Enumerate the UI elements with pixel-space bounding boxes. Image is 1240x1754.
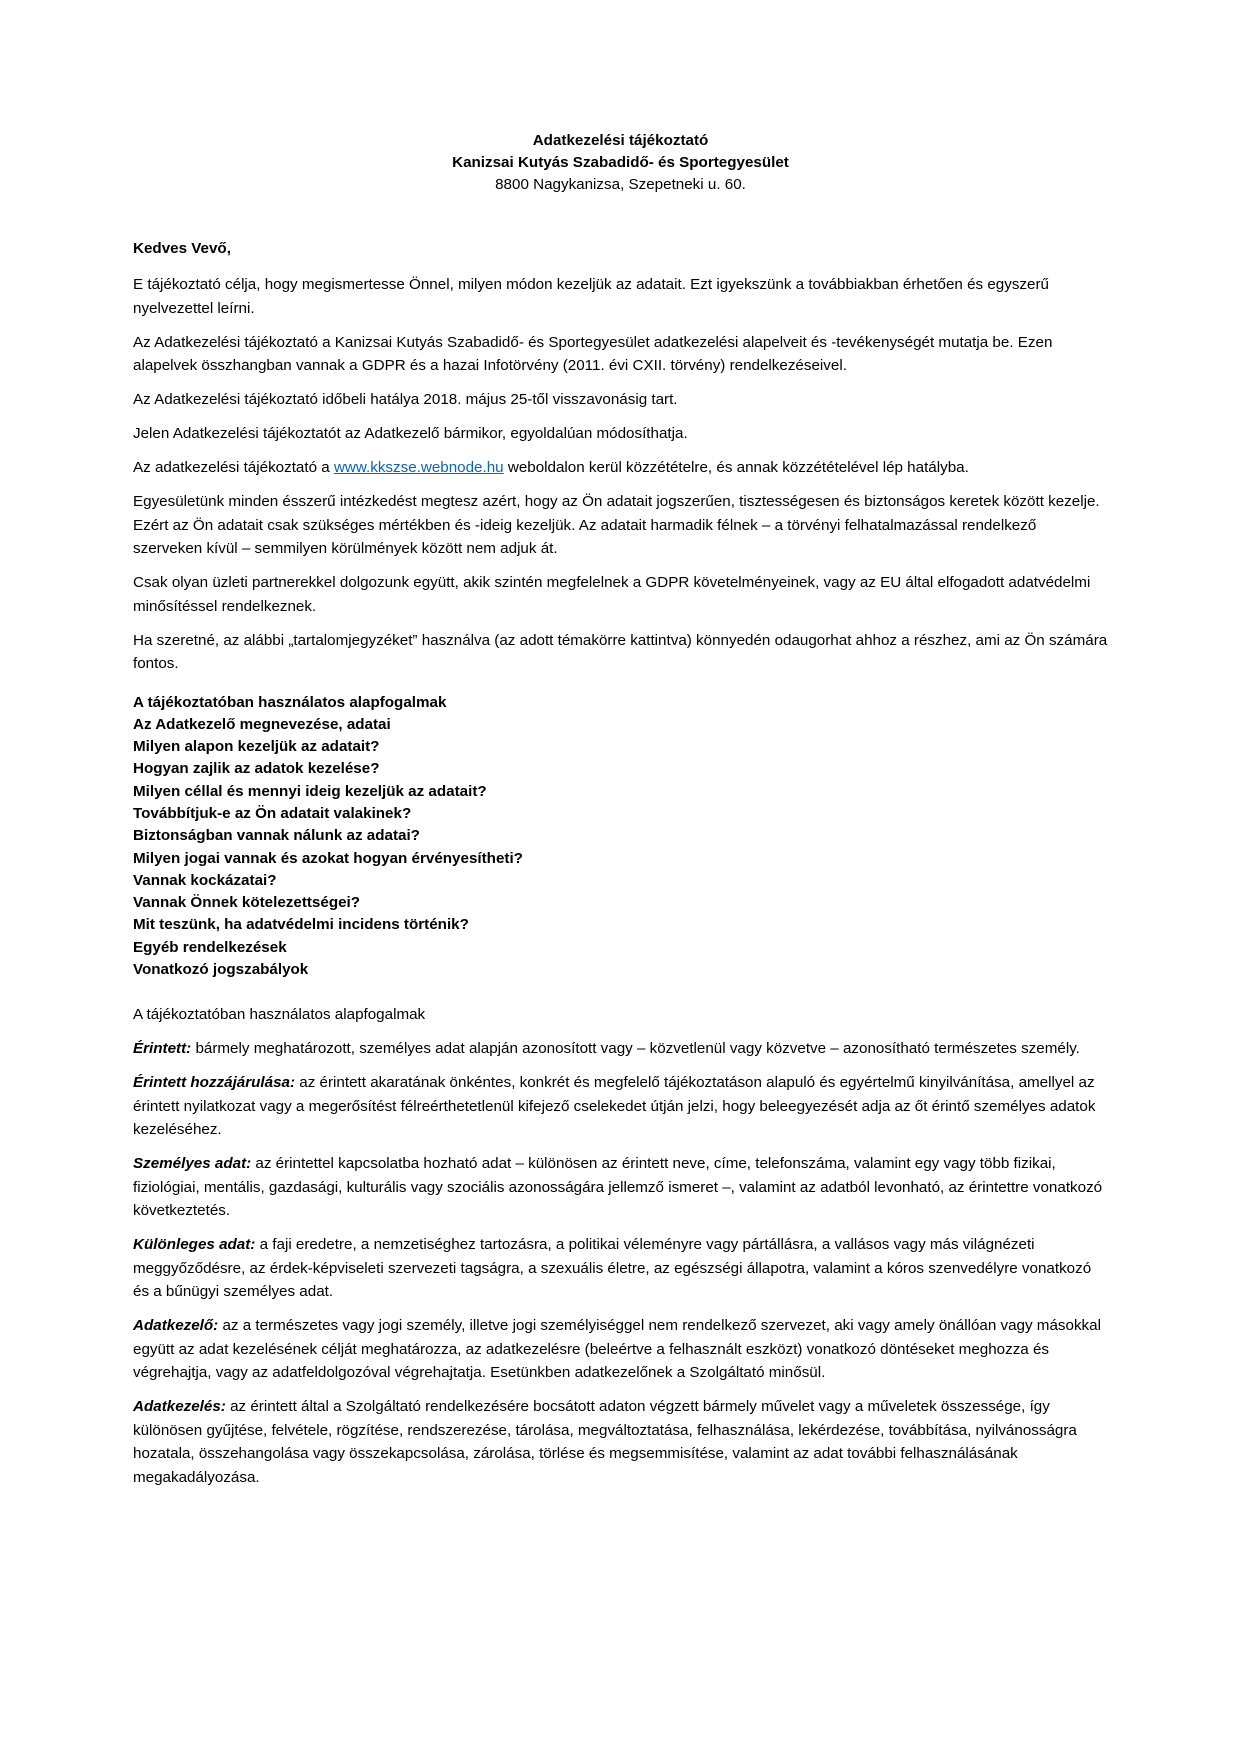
definition-text: az érintett akaratának önkéntes, konkrét és megfelelő tájékoztatáson alapuló és egyértelmű kinyilvánítása, amellyel az érintett nyilatkozat vagy a megerősítést félreérthetetlenül kifejező cselekedet útján jelzi, hogy beleegyezését adja az őt érintő személyes adatok kezeléséhez. [133, 1074, 1096, 1139]
definition-term: Érintett hozzájárulása: [133, 1074, 296, 1092]
definition-adatkezeles [133, 1395, 1108, 1489]
toc-item-biztonsagban[interactable]: Biztonságban vannak nálunk az adatai? [133, 827, 420, 845]
definition-text: a faji eredetre, a nemzetiséghez tartozásra, a politikai véleményre vagy pártállásra, a vallásos vagy más világnézeti meggyőződésre, az érdek-képviseleti szervezeti tagságra, a szexuális életre, az egészségi állapotra, valamint a kóros szenvedélyre vonatkozó és a bűnügyi személyes adat. [133, 1236, 1092, 1301]
toc-item-kotelezettsegei[interactable]: Vannak Önnek kötelezettségei? [133, 894, 361, 912]
toc-item-hogyan-zajlik[interactable]: Hogyan zajlik az adatok kezelése? [133, 760, 380, 778]
toc-item-adatkezelo-megnevezese[interactable]: Az Adatkezelő megnevezése, adatai [133, 715, 391, 733]
greeting-text: Kedves Vevő, [133, 240, 231, 257]
intro-paragraph-3: Az Adatkezelési tájékoztató időbeli hatálya 2018. május 25-től visszavonásig tart. [133, 391, 678, 408]
website-link[interactable]: www.kkszse.webnode.hu [333, 459, 504, 476]
intro-paragraph-2: Az Adatkezelési tájékoztató a Kanizsai Kutyás Szabadidő- és Sportegyesület adatkezelési alapelveit és -tevékenységét mutatja be. Ezen alapelvek összhangban vannak a GDPR és a hazai Infotörvény (2011. évi CXII. törvény) rendelkezéseivel. [133, 333, 1053, 374]
doc-title: Adatkezelési tájékoztató [532, 132, 709, 149]
definition-term: Adatkezelő: [133, 1317, 219, 1335]
definition-text: az érintettel kapcsolatba hozható adat – különösen az érintett neve, címe, telefonszáma, valamint egy vagy több fizikai, fiziológiai, mentális, gazdasági, kulturális vagy szociális azonosságára jellemző ismeret –, valamint az adatból levonható, az érintettre vonatkozó következtetés. [133, 1155, 1103, 1220]
definition-term: Adatkezelés: [133, 1398, 226, 1416]
toc-item-tovabbitjuk-e[interactable]: Továbbítjuk-e az Ön adatait valakinek? [133, 804, 412, 822]
toc-item-alapfogalmak[interactable]: A tájékoztatóban használatos alapfogalmak [133, 693, 447, 711]
definition-kulonleges-adat [133, 1233, 1108, 1304]
section-heading-alapfogalmak: A tájékoztatóban használatos alapfogalmak [133, 1006, 426, 1024]
link-paragraph-before: Az adatkezelési tájékoztató a [133, 459, 334, 476]
definition-adatkezelo [133, 1314, 1108, 1385]
toc-item-milyen-jogai[interactable]: Milyen jogai vannak és azokat hogyan érvényesítheti? [133, 849, 523, 867]
toc-item-vonatkozo-jogszabalyok[interactable]: Vonatkozó jogszabályok [133, 961, 309, 979]
definition-term: Személyes adat: [133, 1155, 252, 1173]
toc-item-egyeb-rendelkezesek[interactable]: Egyéb rendelkezések [133, 938, 287, 956]
definition-term: Különleges adat: [133, 1236, 256, 1254]
link-paragraph-after: weboldalon kerül közzétételre, és annak közzétételével lép hatályba. [503, 459, 969, 476]
table-of-contents [133, 692, 1108, 982]
link-paragraph [133, 456, 1108, 480]
body-paragraph-2: Csak olyan üzleti partnerekkel dolgozunk együtt, akik szintén megfelelnek a GDPR követelményeinek, vagy az EU által elfogadott adatvédelmi minősítéssel rendelkeznek. [133, 574, 1091, 615]
toc-item-adatvedelmi-incidens[interactable]: Mit teszünk, ha adatvédelmi incidens történik? [133, 916, 469, 934]
document-header [133, 130, 1108, 196]
toc-item-vannak-kockazatai[interactable]: Vannak kockázatai? [133, 871, 277, 889]
definition-text: az a természetes vagy jogi személy, illetve jogi személyiséggel nem rendelkező szervezet, aki vagy amely önállóan vagy másokkal együtt az adat kezelésének célját meghatározza, az adatkezelésre (beleértve a felhasznált eszközt) vonatkozó döntéseket meghozza és végrehajtja, vagy az adatfeldolgozóval végrehajtatja. Esetünkben adatkezelőnek a Szolgáltató minősül. [133, 1317, 1101, 1382]
toc-item-milyen-alapon[interactable]: Milyen alapon kezeljük az adatait? [133, 738, 380, 756]
body-paragraph-1: Egyesületünk minden ésszerű intézkedést megtesz azért, hogy az Ön adatait jogszerűen, tisztességesen és biztonságos keretek között kezelje. Ezért az Ön adatait csak szükséges mértékben és -ideig kezeljük. Az adatait harmadik félnek – a törvényi felhatalmazással rendelkező szerveken kívül – semmilyen körülmények között nem adjuk át. [133, 493, 1100, 557]
definition-term: Érintett: [133, 1040, 192, 1058]
toc-item-milyen-cellal[interactable]: Milyen céllal és mennyi ideig kezeljük az adatait? [133, 782, 487, 800]
definition-text: az érintett által a Szolgáltató rendelkezésére bocsátott adaton végzett bármely művelet vagy a műveletek összessége, így különösen gyűjtése, felvétele, rögzítése, rendszerezése, tárolása, megváltoztatása, felhasználása, lekérdezése, továbbítása, nyilvánosságra hozatala, összehangolása vagy összekapcsolása, zárolása, törlése és megsemmisítése, valamint az adat további felhasználásának megakadályozása. [133, 1398, 1077, 1486]
definition-erintett-hozzajarulasa [133, 1071, 1108, 1142]
doc-address: 8800 Nagykanizsa, Szepetneki u. 60. [495, 176, 746, 193]
definition-erintett [133, 1037, 1108, 1061]
body-paragraph-3: Ha szeretné, az alábbi „tartalomjegyzéket” használva (az adott témakörre kattintva) könnyedén odaugorhat ahhoz a részhez, ami az Ön számára fontos. [133, 631, 1108, 672]
intro-paragraph-4: Jelen Adatkezelési tájékoztatót az Adatkezelő bármikor, egyoldalúan módosíthatja. [133, 425, 688, 442]
intro-paragraph-1: E tájékoztató célja, hogy megismertesse Önnel, milyen módon kezeljük az adatait. Ezt igyekszünk a továbbiakban érhetően és egyszerű nyelvezettel leírni. [133, 276, 1049, 317]
definition-text: bármely meghatározott, személyes adat alapján azonosított vagy – közvetlenül vagy közvetve – azonosítható természetes személy. [195, 1040, 1080, 1058]
doc-organization: Kanizsai Kutyás Szabadidő- és Sportegyesület [452, 154, 789, 171]
definition-szemelyes-adat [133, 1152, 1108, 1223]
